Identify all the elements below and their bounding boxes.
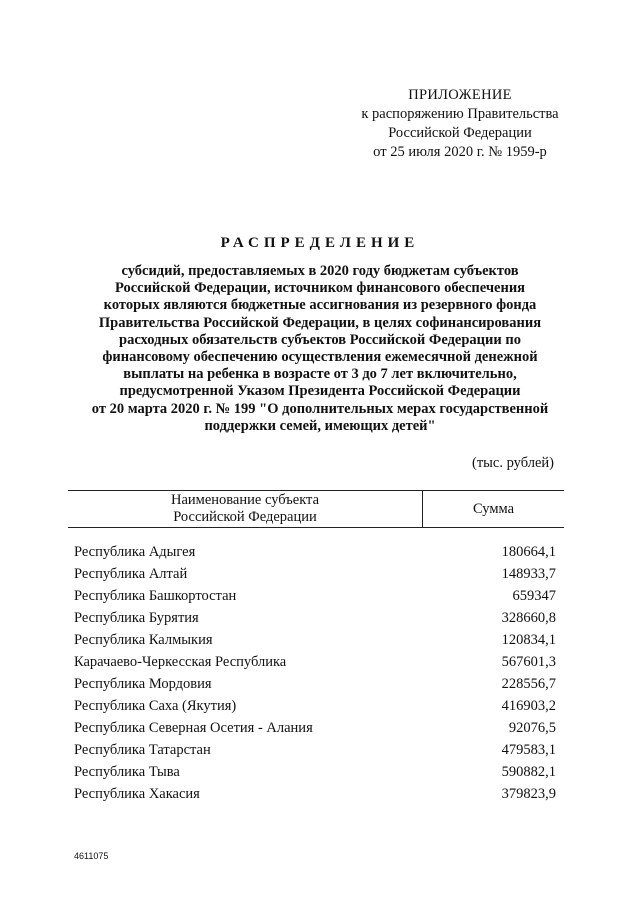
subtitle-line: предусмотренной Указом Президента Российской Федерации <box>119 383 521 400</box>
appendix-line-3: от 25 июля 2020 г. № 1959-р <box>373 144 547 160</box>
region-name: Республика Северная Осетия - Алания <box>74 720 313 736</box>
subtitle-line: которых являются бюджетные ассигнования из резервного фонда <box>103 297 537 314</box>
region-name: Республика Татарстан <box>74 742 211 758</box>
region-amount: 120834,1 <box>501 632 556 648</box>
region-name: Республика Алтай <box>74 566 188 582</box>
header-sum: Сумма <box>472 501 515 517</box>
region-amount: 479583,1 <box>501 742 556 758</box>
header-subject-line-1: Наименование субъекта <box>170 492 320 508</box>
units-label: (тыс. рублей) <box>472 455 554 471</box>
appendix-block <box>330 86 590 162</box>
subtitle-line: поддержки семей, имеющих детей" <box>204 417 436 434</box>
region-amount: 148933,7 <box>501 566 556 582</box>
header-subject-line-2: Российской Федерации <box>173 509 317 525</box>
table-row <box>74 585 556 607</box>
region-name: Республика Мордовия <box>74 676 212 692</box>
document-title: РАСПРЕДЕЛЕНИЕ <box>220 235 420 251</box>
subtitle-line: Российской Федерации, источником финансового обеспечения <box>114 280 526 297</box>
region-name: Республика Хакасия <box>74 786 200 802</box>
region-amount: 659347 <box>512 588 556 604</box>
region-amount: 228556,7 <box>501 676 556 692</box>
document-code: 4611075 <box>74 851 109 861</box>
table-row <box>74 761 556 783</box>
header-subject-name <box>68 491 422 528</box>
subtitle-line: финансовому обеспечению осуществления ежемесячной денежной <box>102 349 538 366</box>
region-name: Республика Бурятия <box>74 610 199 626</box>
table-row <box>74 607 556 629</box>
region-amount: 180664,1 <box>501 544 556 560</box>
table-row <box>74 673 556 695</box>
table-row <box>74 717 556 739</box>
table-row <box>74 541 556 563</box>
appendix-line-1: к распоряжению Правительства <box>361 106 559 122</box>
region-name: Республика Адыгея <box>74 544 196 560</box>
region-name: Карачаево-Черкесская Республика <box>74 654 287 670</box>
subtitle-line: расходных обязательств субъектов Российской Федерации по <box>119 331 521 348</box>
table-header <box>68 490 564 528</box>
region-amount: 590882,1 <box>501 764 556 780</box>
region-name: Республика Башкортостан <box>74 588 237 604</box>
region-amount: 92076,5 <box>508 720 556 736</box>
table-row <box>74 563 556 585</box>
region-amount: 328660,8 <box>501 610 556 626</box>
region-name: Республика Калмыкия <box>74 632 213 648</box>
table-row <box>74 695 556 717</box>
appendix-title: ПРИЛОЖЕНИЕ <box>408 87 512 103</box>
subtitle-line: от 20 марта 2020 г. № 199 "О дополнительных мерах государственной <box>91 400 549 417</box>
table-body <box>74 541 556 805</box>
subtitle-line: выплаты на ребенка в возрасте от 3 до 7 лет включительно, <box>123 366 517 383</box>
table-row <box>74 739 556 761</box>
region-name: Республика Тыва <box>74 764 180 780</box>
region-amount: 379823,9 <box>501 786 556 802</box>
table-row <box>74 783 556 805</box>
region-name: Республика Саха (Якутия) <box>74 698 237 714</box>
region-amount: 567601,3 <box>501 654 556 670</box>
table-row <box>74 629 556 651</box>
region-amount: 416903,2 <box>501 698 556 714</box>
table-row <box>74 651 556 673</box>
document-subtitle <box>40 263 600 435</box>
appendix-line-2: Российской Федерации <box>388 125 532 141</box>
subtitle-line: субсидий, предоставляемых в 2020 году бюджетам субъектов <box>121 263 519 279</box>
subtitle-line: Правительства Российской Федерации, в целях софинансирования <box>98 314 542 331</box>
